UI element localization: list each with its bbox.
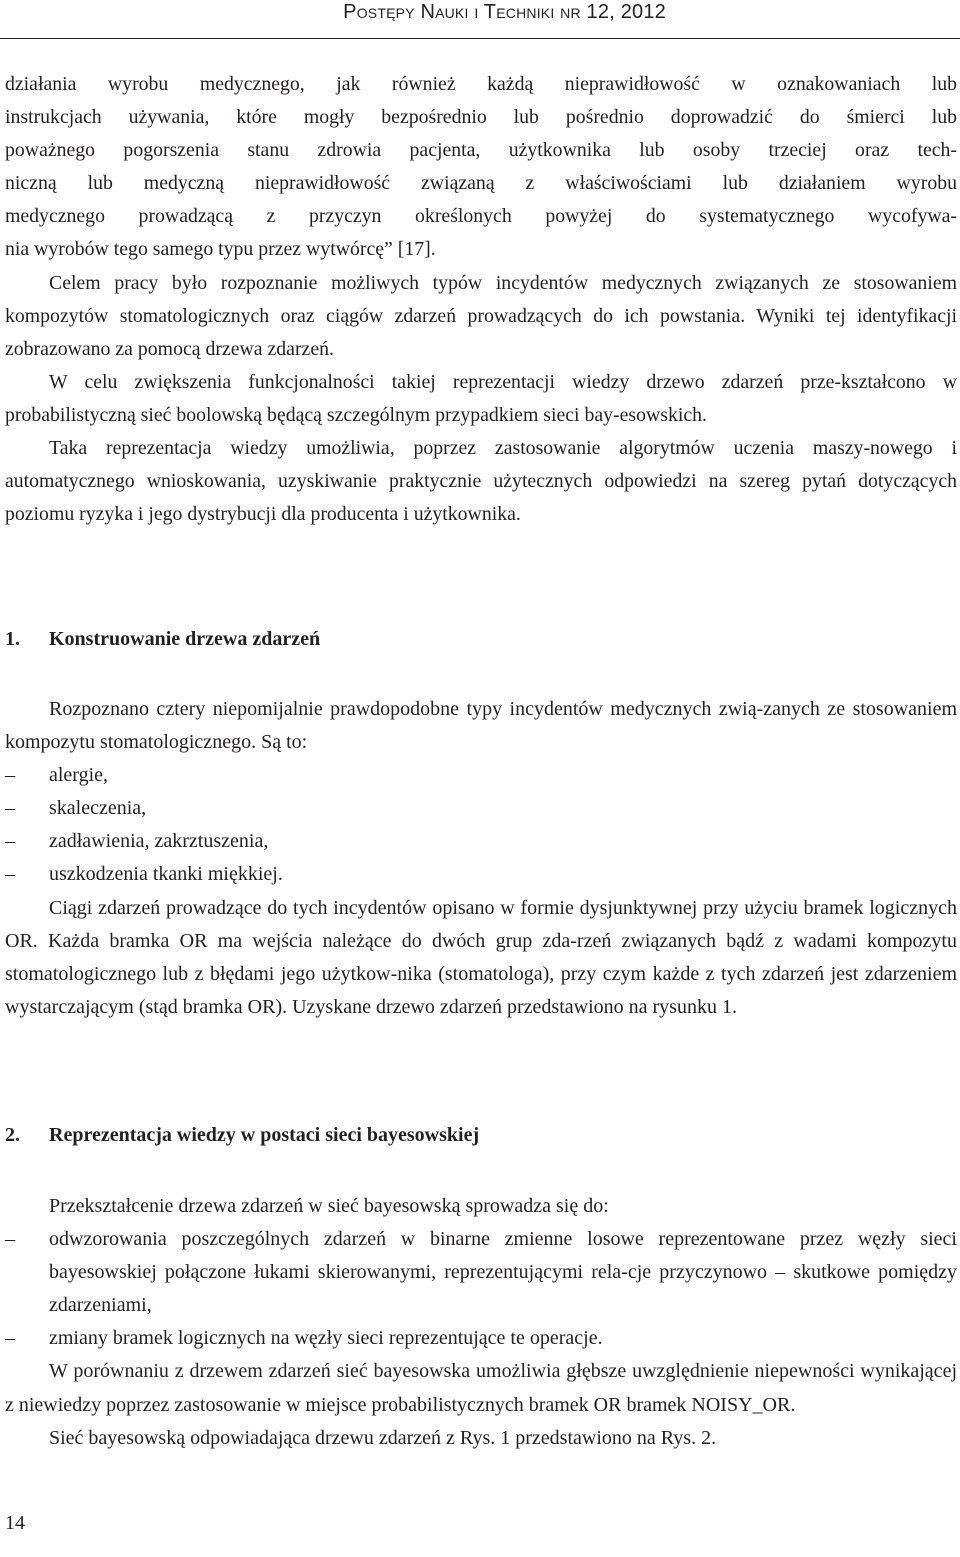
intro-line: medycznego prowadzącą z przyczyn określonych powyżej do systematycznego wycofywa- <box>5 205 957 228</box>
intro-line: nia wyrobów tego samego typu przez wytwórcę” [17]. <box>5 238 436 261</box>
section-1-heading <box>5 628 320 651</box>
section-paragraph: Sieć bayesowską odpowiadająca drzewu zdarzeń z Rys. 1 przedstawiono na Rys. 2. <box>49 1426 717 1449</box>
header-rule <box>0 38 960 39</box>
list-item: – zmiany bramek logicznych na węzły sieci reprezentujące te operacje. <box>5 1322 957 1355</box>
section-title: Konstruowanie drzewa zdarzeń <box>49 628 321 650</box>
section-2-heading <box>5 1124 479 1147</box>
list-item: – odwzorowania poszczególnych zdarzeń w binarne zmienne losowe reprezentowane przez węzły sieci bayesowskiej połączone łukami skierowanymi, reprezentującymi rela-cje przyczynowo – skutkowe pomiędzy zdarzeniami, <box>5 1223 957 1322</box>
section-paragraph: Ciągi zdarzeń prowadzące do tych incydentów opisano w formie dysjunktywnej przy użyciu bramek logicznych OR. Każda bramka OR ma wejścia należące do dwóch grup zda-rzeń związanych bądź z wadami kompozytu stomatologicznego lub z błędami jego użytkow-nika (stomatologa), przy czym każde z tych zdarzeń jest zdarzeniem wystarczającym (stąd bramka OR). Uzyskane drzewo zdarzeń przedstawiono na rysunku 1. <box>5 896 957 1018</box>
section-paragraph: W porównaniu z drzewem zdarzeń sieć bayesowska umożliwia głębsze uwzględnienie niepewności wynikającej z niewiedzy poprzez zastosowanie w miejsce probabilistycznych bramek OR bramek NOISY_OR. <box>5 1360 957 1416</box>
section-paragraph: Rozpoznano cztery niepomijalnie prawdopodobne typy incydentów medycznych zwią-zanych ze stosowaniem kompozytu stomatologicznego. Są to: <box>5 698 957 754</box>
intro-paragraph: Taka reprezentacja wiedzy umożliwia, poprzez zastosowanie algorytmów uczenia maszy-nowego i automatycznego wnioskowania, uzyskiwanie praktycznie użytecznych odpowiedzi na szereg pytań dotyczących poziomu ryzyka i jego dystrybucji dla producenta i użytkownika. <box>5 437 957 526</box>
intro-paragraph: Celem pracy było rozpoznanie możliwych typów incydentów medycznych związanych ze stosowaniem kompozytów stomatologicznych oraz ciągów zdarzeń prowadzących do ich powstania. Wyniki tej identyfikacji zobrazowano za pomocą drzewa zdarzeń. <box>5 271 957 360</box>
list-item: – zadławienia, zakrztuszenia, <box>5 825 957 858</box>
intro-line: niczną lub medyczną nieprawidłowość związaną z właściwościami lub działaniem wyrobu <box>5 172 957 195</box>
list-item: – uszkodzenia tkanki miękkiej. <box>5 858 957 891</box>
intro-line: poważnego pogorszenia stanu zdrowia pacjenta, użytkownika lub osoby trzeciej oraz tech- <box>5 139 957 162</box>
intro-block <box>5 68 957 531</box>
intro-paragraph: W celu zwiększenia funkcjonalności takiej reprezentacji wiedzy drzewo zdarzeń prze-kształcono w probabilistyczną sieć boolowską będącą szczególnym przypadkiem sieci bay-esowskich. <box>5 370 957 426</box>
list-item: – alergie, <box>5 759 957 792</box>
page-number: 14 <box>5 1512 25 1534</box>
section-number: 2. <box>5 1124 20 1146</box>
section-2-body <box>5 1190 957 1455</box>
list-item: – skaleczenia, <box>5 792 957 825</box>
intro-line: działania wyrobu medycznego, jak również każdą nieprawidłowość w oznakowaniach lub <box>5 73 957 95</box>
intro-line: instrukcjach używania, które mogły bezpośrednio lub pośrednio doprowadzić do śmierci lub <box>5 106 957 129</box>
running-header: Postępy Nauki i Techniki nr 12, 2012 <box>343 1 666 23</box>
section-1-body <box>5 693 957 1024</box>
section-paragraph: Przekształcenie drzewa zdarzeń w sieć bayesowską sprowadza się do: <box>49 1195 609 1217</box>
section-number: 1. <box>5 628 20 650</box>
section-title: Reprezentacja wiedzy w postaci sieci bayesowskiej <box>49 1124 480 1146</box>
